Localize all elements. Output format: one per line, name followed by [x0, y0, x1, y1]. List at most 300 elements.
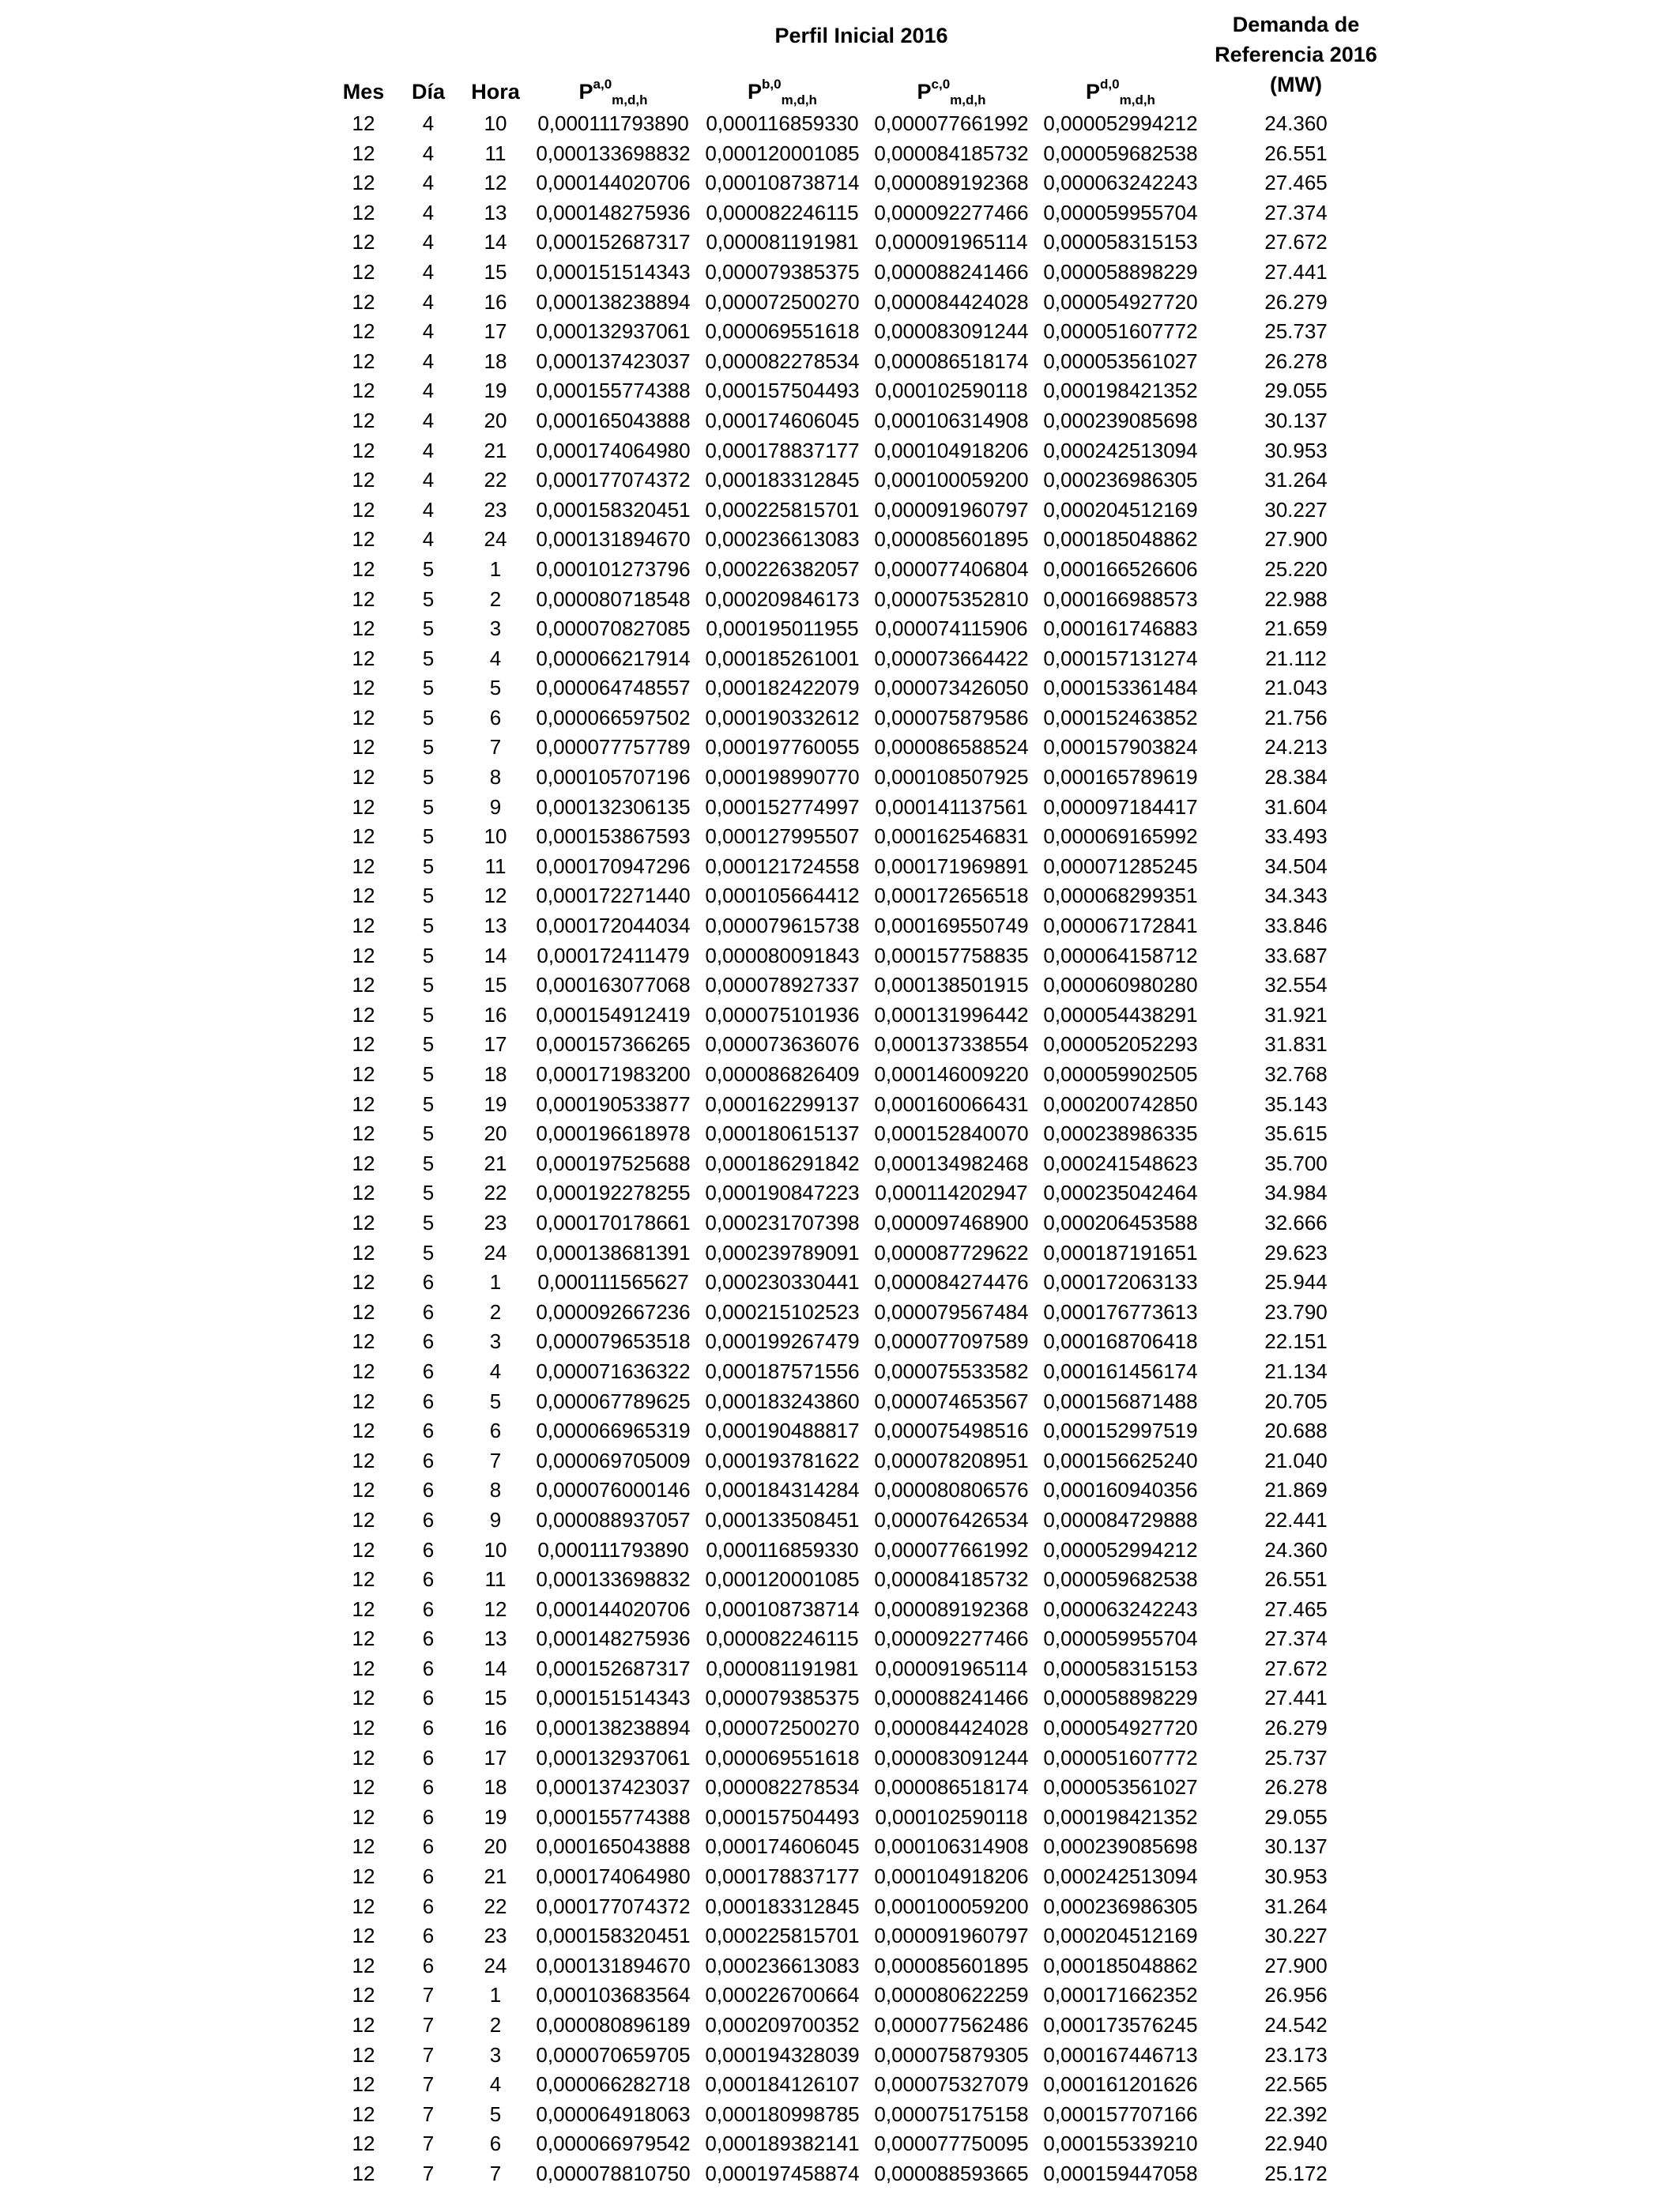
cell-mes: 12 — [352, 1716, 375, 1740]
p-subscript: m,d,h — [1119, 92, 1155, 107]
cell-hora: 19 — [484, 1804, 507, 1829]
cell-pc: 0,000102590118 — [875, 1804, 1028, 1829]
cell-pa: 0,000070659705 — [536, 2042, 691, 2067]
cell-hora: 3 — [489, 1329, 502, 1354]
cell-demanda: 33.846 — [1264, 914, 1328, 938]
cell-pb: 0,000186291842 — [705, 1151, 860, 1175]
cell-mes: 12 — [352, 408, 375, 432]
table-row — [0, 406, 1680, 436]
cell-hora: 22 — [484, 468, 507, 492]
cell-mes: 12 — [352, 676, 375, 700]
cell-mes: 12 — [352, 1894, 375, 1918]
cell-pc: 0,000077661992 — [874, 111, 1029, 135]
cell-hora: 20 — [484, 1122, 507, 1146]
table-row — [0, 1951, 1680, 1981]
cell-pc: 0,000088241466 — [874, 259, 1029, 284]
cell-pa: 0,000066965319 — [536, 1419, 691, 1443]
cell-mes: 12 — [352, 1359, 375, 1383]
cell-pb: 0,000231707398 — [705, 1210, 860, 1235]
cell-pb: 0,000182422079 — [705, 676, 860, 700]
cell-pd: 0,000238986335 — [1043, 1122, 1198, 1146]
table-row — [0, 1892, 1680, 1922]
cell-pa: 0,000152687317 — [536, 230, 691, 254]
cell-pd: 0,000166988573 — [1043, 586, 1198, 611]
cell-pa: 0,000172271440 — [536, 884, 691, 908]
cell-pb: 0,000079615738 — [705, 914, 860, 938]
cell-pc: 0,000131996442 — [874, 1002, 1029, 1027]
table-row — [0, 703, 1680, 733]
cell-demanda: 24.542 — [1264, 2013, 1328, 2037]
cell-mes: 12 — [352, 735, 375, 760]
cell-dia: 6 — [422, 1478, 435, 1502]
cell-pb: 0,000178837177 — [705, 438, 860, 462]
cell-hora: 9 — [489, 794, 502, 819]
cell-demanda: 22.988 — [1264, 586, 1328, 611]
cell-pd: 0,000058315153 — [1043, 1656, 1198, 1680]
demand-header — [1185, 9, 1407, 100]
cell-pb: 0,000079385375 — [705, 1686, 860, 1710]
cell-pb: 0,000080091843 — [705, 943, 860, 967]
table-row — [0, 1030, 1680, 1060]
table-row — [0, 1565, 1680, 1595]
cell-pa: 0,000197525688 — [536, 1151, 691, 1175]
cell-pc: 0,000091960797 — [874, 497, 1029, 522]
cell-pb: 0,000183312845 — [705, 468, 860, 492]
cell-pb: 0,000127995507 — [705, 824, 860, 849]
cell-pd: 0,000059955704 — [1043, 1627, 1198, 1651]
cell-pc: 0,000092277466 — [874, 200, 1029, 224]
cell-demanda: 33.493 — [1264, 824, 1328, 849]
cell-hora: 14 — [484, 943, 507, 967]
cell-pb: 0,000073636076 — [705, 1032, 860, 1057]
cell-pb: 0,000185261001 — [705, 646, 860, 670]
cell-mes: 12 — [352, 1091, 375, 1116]
cell-demanda: 23.790 — [1264, 1299, 1328, 1324]
cell-pa: 0,000148275936 — [536, 200, 691, 224]
table-row — [0, 1803, 1680, 1833]
table-row — [0, 1921, 1680, 1951]
cell-mes: 12 — [352, 1062, 375, 1086]
table-row — [0, 1268, 1680, 1298]
cell-hora: 13 — [484, 1627, 507, 1651]
cell-pd: 0,000054927720 — [1043, 1716, 1198, 1740]
cell-pb: 0,000197760055 — [705, 735, 860, 760]
cell-pa: 0,000148275936 — [536, 1627, 691, 1651]
cell-hora: 21 — [484, 1151, 507, 1175]
cell-dia: 6 — [422, 1924, 435, 1948]
cell-hora: 2 — [489, 586, 502, 611]
col-header-dia: Día — [411, 80, 446, 104]
table-row — [0, 1119, 1680, 1149]
cell-dia: 4 — [422, 289, 435, 314]
cell-pa: 0,000155774388 — [536, 379, 691, 403]
cell-demanda: 30.953 — [1264, 438, 1328, 462]
cell-pd: 0,000097184417 — [1043, 794, 1198, 819]
cell-dia: 6 — [422, 1775, 435, 1800]
cell-pb: 0,000081191981 — [706, 230, 859, 254]
cell-pd: 0,000200742850 — [1043, 1091, 1198, 1116]
cell-demanda: 27.441 — [1264, 1686, 1328, 1710]
cell-mes: 12 — [352, 1181, 375, 1205]
cell-pc: 0,000077750095 — [874, 2132, 1029, 2156]
cell-demanda: 24.213 — [1264, 735, 1328, 760]
cell-mes: 12 — [352, 1745, 375, 1770]
cell-demanda: 24.360 — [1264, 1537, 1328, 1562]
cell-demanda: 32.768 — [1264, 1062, 1328, 1086]
cell-hora: 5 — [489, 676, 502, 700]
cell-pb: 0,000184126107 — [705, 2072, 860, 2097]
table-row — [0, 1536, 1680, 1566]
cell-demanda: 27.374 — [1264, 1627, 1328, 1651]
cell-demanda: 30.227 — [1264, 497, 1328, 522]
cell-pd: 0,000053561027 — [1043, 1775, 1198, 1800]
cell-pc: 0,000077661992 — [874, 1537, 1029, 1562]
cell-demanda: 26.551 — [1264, 141, 1328, 165]
cell-dia: 6 — [422, 1507, 435, 1532]
cell-pd: 0,000063242243 — [1043, 1596, 1198, 1621]
cell-demanda: 29.623 — [1264, 1240, 1328, 1265]
cell-dia: 5 — [422, 794, 435, 819]
cell-mes: 12 — [352, 2072, 375, 2097]
cell-pc: 0,000172656518 — [874, 884, 1029, 908]
cell-hora: 20 — [484, 408, 507, 432]
cell-dia: 6 — [422, 1686, 435, 1710]
cell-pd: 0,000059682538 — [1043, 141, 1198, 165]
cell-pb: 0,000209846173 — [705, 586, 860, 611]
cell-demanda: 31.604 — [1264, 794, 1328, 819]
cell-dia: 5 — [422, 824, 435, 849]
cell-demanda: 20.705 — [1264, 1389, 1328, 1413]
cell-mes: 12 — [352, 2042, 375, 2067]
table-row — [0, 1683, 1680, 1713]
cell-hora: 15 — [484, 1686, 507, 1710]
cell-hora: 24 — [484, 1240, 507, 1265]
cell-pc: 0,000092277466 — [874, 1627, 1029, 1651]
table-row — [0, 1357, 1680, 1387]
p-symbol: P — [748, 80, 763, 104]
cell-pa: 0,000105707196 — [536, 765, 691, 790]
cell-dia: 5 — [422, 1122, 435, 1146]
table-row — [0, 168, 1680, 198]
p-superscript: a,0 — [593, 77, 612, 92]
cell-pd: 0,000052994212 — [1043, 111, 1198, 135]
cell-hora: 23 — [484, 1924, 507, 1948]
cell-pc: 0,000162546831 — [874, 824, 1029, 849]
cell-dia: 7 — [422, 2072, 435, 2097]
cell-mes: 12 — [352, 1329, 375, 1354]
cell-pd: 0,000053561027 — [1043, 349, 1198, 373]
cell-dia: 5 — [422, 1210, 435, 1235]
cell-demanda: 25.172 — [1264, 2161, 1328, 2185]
cell-pb: 0,000108738714 — [705, 171, 860, 195]
cell-dia: 7 — [422, 1983, 435, 2007]
table-row — [0, 228, 1680, 258]
cell-pa: 0,000138238894 — [536, 1716, 691, 1740]
cell-hora: 6 — [489, 2132, 502, 2156]
table-row — [0, 496, 1680, 526]
cell-pd: 0,000059955704 — [1043, 200, 1198, 224]
cell-demanda: 34.984 — [1264, 1181, 1328, 1205]
cell-pb: 0,000195011955 — [706, 616, 859, 641]
cell-dia: 6 — [422, 1299, 435, 1324]
cell-hora: 10 — [484, 824, 507, 849]
cell-pd: 0,000172063133 — [1043, 1270, 1198, 1295]
cell-dia: 7 — [422, 2132, 435, 2156]
cell-dia: 5 — [422, 1151, 435, 1175]
cell-hora: 9 — [489, 1507, 502, 1532]
cell-pa: 0,000111793890 — [537, 1537, 689, 1562]
cell-mes: 12 — [352, 1953, 375, 1977]
cell-dia: 4 — [422, 259, 435, 284]
cell-pb: 0,000187571556 — [705, 1359, 860, 1383]
cell-pc: 0,000083091244 — [874, 319, 1029, 344]
cell-demanda: 34.504 — [1264, 854, 1328, 878]
cell-demanda: 22.151 — [1264, 1329, 1328, 1354]
cell-dia: 5 — [422, 884, 435, 908]
col-header-pd — [1037, 73, 1204, 111]
cell-hora: 15 — [484, 973, 507, 997]
cell-pd: 0,000206453588 — [1043, 1210, 1198, 1235]
table-row — [0, 1446, 1680, 1476]
cell-pc: 0,000075533582 — [874, 1359, 1029, 1383]
table-row — [0, 1862, 1680, 1892]
cell-dia: 6 — [422, 1627, 435, 1651]
cell-pc: 0,000073664422 — [874, 646, 1029, 670]
cell-pc: 0,000171969891 — [874, 854, 1029, 878]
cell-pa: 0,000066282718 — [536, 2072, 691, 2097]
col-header-mes: Mes — [342, 80, 385, 104]
cell-mes: 12 — [352, 1507, 375, 1532]
cell-hora: 7 — [489, 1448, 502, 1472]
cell-mes: 12 — [352, 586, 375, 611]
cell-hora: 11 — [484, 141, 507, 165]
cell-pb: 0,000183312845 — [705, 1894, 860, 1918]
cell-demanda: 20.688 — [1264, 1419, 1328, 1443]
table-row — [0, 466, 1680, 496]
cell-pc: 0,000091965114 — [875, 1656, 1028, 1680]
cell-mes: 12 — [352, 1240, 375, 1265]
table-row — [0, 1476, 1680, 1506]
cell-pc: 0,000075498516 — [874, 1419, 1029, 1443]
cell-mes: 12 — [352, 1924, 375, 1948]
cell-hora: 14 — [484, 230, 507, 254]
p-superscript: b,0 — [762, 77, 782, 92]
cell-demanda: 33.687 — [1264, 943, 1328, 967]
cell-pd: 0,000052994212 — [1043, 1537, 1198, 1562]
cell-demanda: 24.360 — [1264, 111, 1328, 135]
p-subscript: m,d,h — [781, 92, 817, 107]
cell-mes: 12 — [352, 914, 375, 938]
cell-pd: 0,000204512169 — [1043, 497, 1198, 522]
cell-hora: 11 — [484, 1567, 507, 1592]
cell-pc: 0,000085601895 — [874, 527, 1029, 552]
cell-pa: 0,000137423037 — [536, 349, 691, 373]
cell-hora: 4 — [489, 646, 502, 670]
cell-hora: 3 — [489, 616, 502, 641]
cell-pa: 0,000078810750 — [536, 2161, 691, 2185]
cell-dia: 6 — [422, 1419, 435, 1443]
cell-dia: 6 — [422, 1953, 435, 1977]
cell-demanda: 30.227 — [1264, 1924, 1328, 1948]
table-row — [0, 1090, 1680, 1120]
cell-pd: 0,000242513094 — [1043, 438, 1198, 462]
cell-demanda: 31.921 — [1264, 1002, 1328, 1027]
cell-pa: 0,000170178661 — [536, 1210, 691, 1235]
cell-pa: 0,000066217914 — [536, 646, 691, 670]
cell-dia: 5 — [422, 1062, 435, 1086]
cell-pb: 0,000116859330 — [706, 1537, 859, 1562]
table-row — [0, 733, 1680, 763]
cell-dia: 5 — [422, 646, 435, 670]
cell-pb: 0,000078927337 — [705, 973, 860, 997]
cell-dia: 6 — [422, 1567, 435, 1592]
cell-pa: 0,000111793890 — [537, 111, 689, 135]
cell-pc: 0,000084185732 — [874, 1567, 1029, 1592]
cell-pa: 0,000174064980 — [536, 1864, 691, 1889]
cell-pb: 0,000069551618 — [705, 1745, 860, 1770]
cell-pa: 0,000177074372 — [536, 468, 691, 492]
cell-dia: 4 — [422, 408, 435, 432]
cell-pa: 0,000101273796 — [536, 556, 691, 581]
cell-pb: 0,000225815701 — [705, 497, 860, 522]
cell-pa: 0,000151514343 — [536, 1686, 691, 1710]
cell-dia: 5 — [422, 1032, 435, 1057]
cell-mes: 12 — [352, 616, 375, 641]
cell-demanda: 26.279 — [1264, 1716, 1328, 1740]
cell-mes: 12 — [352, 1478, 375, 1502]
cell-hora: 7 — [489, 735, 502, 760]
cell-dia: 5 — [422, 1181, 435, 1205]
cell-pc: 0,000075879305 — [874, 2042, 1029, 2067]
cell-mes: 12 — [352, 289, 375, 314]
cell-pc: 0,000086588524 — [874, 735, 1029, 760]
table-row — [0, 1981, 1680, 2011]
cell-mes: 12 — [352, 200, 375, 224]
table-body — [0, 109, 1680, 2189]
cell-mes: 12 — [352, 973, 375, 997]
cell-dia: 5 — [422, 765, 435, 790]
table-row — [0, 585, 1680, 615]
cell-pa: 0,000066979542 — [536, 2132, 691, 2156]
table-row — [0, 376, 1680, 406]
table-row — [0, 1713, 1680, 1744]
cell-pa: 0,000069705009 — [536, 1448, 691, 1472]
cell-hora: 15 — [484, 259, 507, 284]
cell-hora: 23 — [484, 1210, 507, 1235]
cell-demanda: 26.278 — [1264, 349, 1328, 373]
cell-pb: 0,000105664412 — [705, 884, 860, 908]
cell-pa: 0,000080718548 — [536, 586, 691, 611]
cell-mes: 12 — [352, 1834, 375, 1859]
table-row — [0, 1387, 1680, 1417]
cell-pd: 0,000153361484 — [1043, 676, 1198, 700]
cell-pa: 0,000080896189 — [536, 2013, 691, 2037]
table-row — [0, 822, 1680, 852]
cell-hora: 17 — [484, 1032, 507, 1057]
cell-pa: 0,000064748557 — [536, 676, 691, 700]
cell-pb: 0,000082278534 — [705, 1775, 860, 1800]
cell-pc: 0,000078208951 — [874, 1448, 1029, 1472]
cell-pb: 0,000120001085 — [705, 1567, 860, 1592]
table-row — [0, 109, 1680, 139]
cell-dia: 6 — [422, 1329, 435, 1354]
cell-demanda: 34.343 — [1264, 884, 1328, 908]
cell-pc: 0,000104918206 — [874, 438, 1029, 462]
col-header-hora: Hora — [471, 80, 520, 104]
cell-mes: 12 — [352, 497, 375, 522]
cell-pa: 0,000153867593 — [536, 824, 691, 849]
cell-pb: 0,000190488817 — [705, 1419, 860, 1443]
cell-pa: 0,000157366265 — [536, 1032, 691, 1057]
cell-pa: 0,000132937061 — [536, 319, 691, 344]
cell-pd: 0,000165789619 — [1043, 765, 1198, 790]
cell-demanda: 22.940 — [1264, 2132, 1328, 2156]
cell-pa: 0,000172411479 — [537, 943, 690, 967]
cell-demanda: 27.900 — [1264, 527, 1328, 552]
cell-pc: 0,000075879586 — [874, 705, 1029, 729]
cell-demanda: 21.756 — [1264, 705, 1328, 729]
cell-pb: 0,000072500270 — [705, 289, 860, 314]
cell-demanda: 27.465 — [1264, 1596, 1328, 1621]
cell-pc: 0,000088593665 — [874, 2161, 1029, 2185]
table-row — [0, 436, 1680, 466]
cell-pd: 0,000239085698 — [1043, 408, 1198, 432]
cell-demanda: 21.043 — [1264, 676, 1328, 700]
p-subscript: m,d,h — [950, 92, 986, 107]
cell-pc: 0,000160066431 — [874, 1091, 1029, 1116]
cell-dia: 5 — [422, 1002, 435, 1027]
table-row — [0, 1624, 1680, 1654]
cell-pc: 0,000083091244 — [874, 1745, 1029, 1770]
cell-pa: 0,000138238894 — [536, 289, 691, 314]
cell-pa: 0,000144020706 — [536, 171, 691, 195]
cell-hora: 12 — [484, 884, 507, 908]
cell-pd: 0,000185048862 — [1043, 1953, 1198, 1977]
cell-pa: 0,000163077068 — [536, 973, 691, 997]
cell-pc: 0,000097468900 — [874, 1210, 1029, 1235]
cell-pd: 0,000084729888 — [1043, 1507, 1198, 1532]
cell-pd: 0,000242513094 — [1043, 1864, 1198, 1889]
cell-demanda: 30.953 — [1264, 1864, 1328, 1889]
cell-pd: 0,000071285245 — [1043, 854, 1198, 878]
cell-dia: 6 — [422, 1359, 435, 1383]
cell-pb: 0,000079385375 — [705, 259, 860, 284]
cell-pa: 0,000196618978 — [536, 1122, 691, 1146]
cell-demanda: 25.737 — [1264, 1745, 1328, 1770]
cell-pc: 0,000084185732 — [874, 141, 1029, 165]
cell-pc: 0,000138501915 — [874, 973, 1029, 997]
table-row — [0, 852, 1680, 882]
cell-pc: 0,000077562486 — [874, 2013, 1029, 2037]
cell-pb: 0,000225815701 — [705, 1924, 860, 1948]
cell-mes: 12 — [352, 349, 375, 373]
cell-pd: 0,000051607772 — [1043, 1745, 1198, 1770]
cell-pd: 0,000171662352 — [1043, 1983, 1198, 2007]
col-header-pa — [529, 73, 697, 111]
cell-mes: 12 — [352, 1804, 375, 1829]
cell-pa: 0,000132306135 — [536, 794, 691, 819]
group-title: Perfil Inicial 2016 — [774, 24, 948, 47]
cell-hora: 18 — [484, 349, 507, 373]
cell-hora: 13 — [484, 914, 507, 938]
table-row — [0, 911, 1680, 941]
cell-demanda: 22.392 — [1264, 2102, 1328, 2126]
cell-mes: 12 — [352, 2132, 375, 2156]
cell-pb: 0,000116859330 — [706, 111, 859, 135]
cell-pd: 0,000058898229 — [1043, 1686, 1198, 1710]
cell-hora: 18 — [484, 1775, 507, 1800]
cell-pb: 0,000190847223 — [705, 1181, 860, 1205]
